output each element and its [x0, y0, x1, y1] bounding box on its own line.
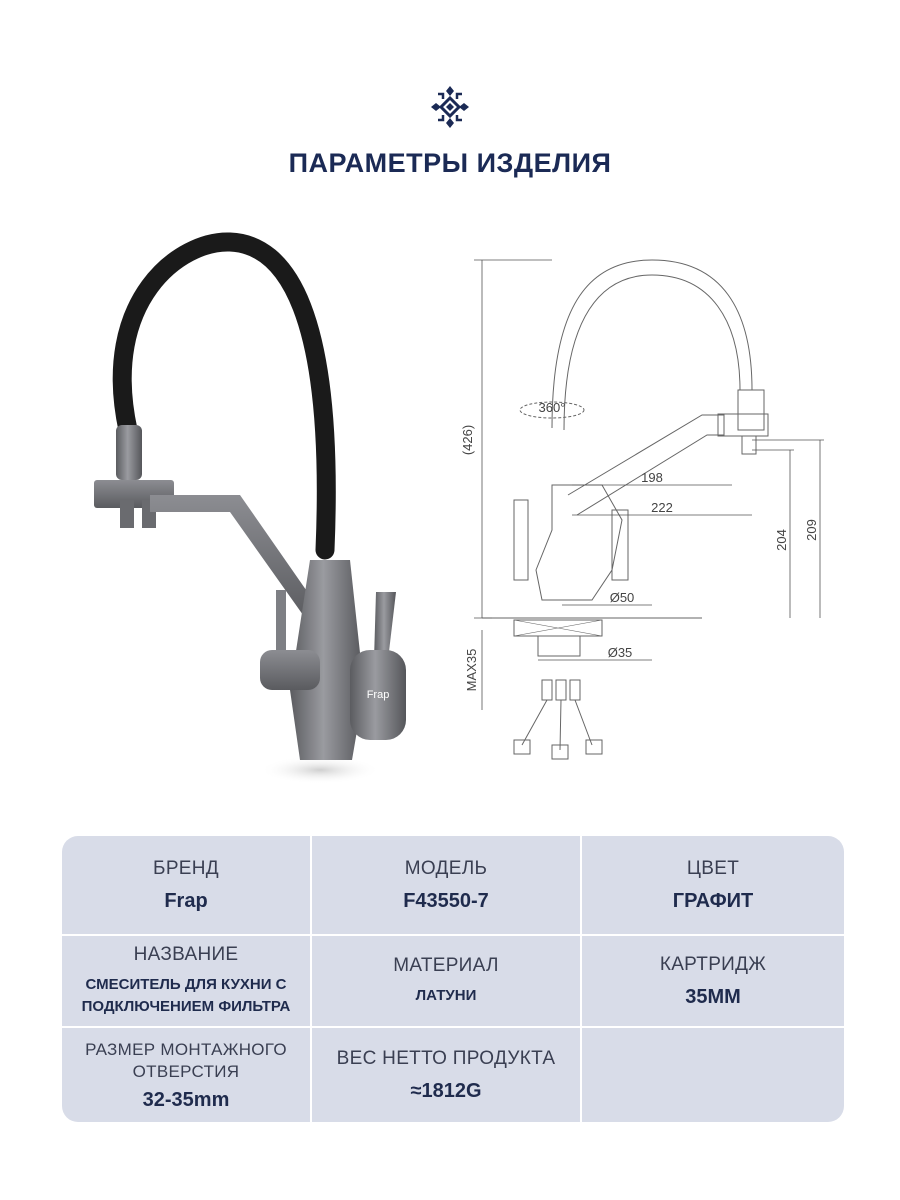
spec-value: ГРАФИТ [672, 890, 754, 912]
spec-value [82, 974, 291, 1018]
spec-value: 35MM [685, 986, 741, 1008]
dim-height-label: (426) [460, 424, 475, 456]
spec-label [85, 1039, 287, 1083]
dim-222-label: 222 [651, 500, 673, 515]
spec-empty [582, 1028, 844, 1122]
spec-value-line: ПОДКЛЮЧЕНИЕМ ФИЛЬТРА [81, 998, 291, 1015]
spec-value: 32-35mm [142, 1089, 230, 1111]
spec-name [62, 936, 312, 1028]
max35-label: MAX35 [464, 648, 479, 692]
spec-value-line: СМЕСИТЕЛЬ ДЛЯ КУХНИ С [85, 976, 287, 993]
spec-value: Frap [164, 890, 208, 912]
spec-label: БРЕНД [153, 858, 219, 879]
snowflake-emblem-icon [428, 84, 472, 130]
spec-label: ВЕС НЕТТО ПРОДУКТА [336, 1048, 556, 1069]
dia-50-label: Ø50 [609, 590, 635, 605]
spec-label: МОДЕЛЬ [404, 858, 488, 879]
spec-label: МАТЕРИАЛ [393, 955, 499, 976]
spec-cartridge [582, 936, 844, 1028]
rotation-label: 360° [538, 400, 566, 415]
spec-value: F43550-7 [403, 890, 489, 912]
spec-label: ЦВЕТ [686, 858, 740, 879]
spec-material [312, 936, 582, 1028]
spec-brand [62, 836, 312, 936]
brand-mark: Frap [366, 689, 390, 701]
technical-drawing [452, 240, 852, 780]
spec-value: ЛАТУНИ [415, 987, 477, 1004]
dim-209-label: 209 [804, 519, 819, 541]
dim-198-label: 198 [641, 470, 663, 485]
spec-label-line: РАЗМЕР МОНТАЖНОГО [85, 1040, 287, 1059]
spec-weight [312, 1028, 582, 1122]
spec-model [312, 836, 582, 936]
spec-hole-size [62, 1028, 312, 1122]
dia-35-label: Ø35 [607, 645, 633, 660]
page-title: ПАРАМЕТРЫ ИЗДЕЛИЯ [288, 148, 612, 178]
spec-value: ≈1812G [410, 1080, 482, 1102]
spec-color [582, 836, 844, 936]
faucet-product-image [80, 230, 440, 810]
spec-label: КАРТРИДЖ [659, 954, 767, 975]
dim-204-label: 204 [774, 529, 789, 551]
specs-table [62, 836, 844, 1122]
spec-label: НАЗВАНИЕ [133, 944, 239, 965]
spec-label-line: ОТВЕРСТИЯ [132, 1062, 240, 1081]
